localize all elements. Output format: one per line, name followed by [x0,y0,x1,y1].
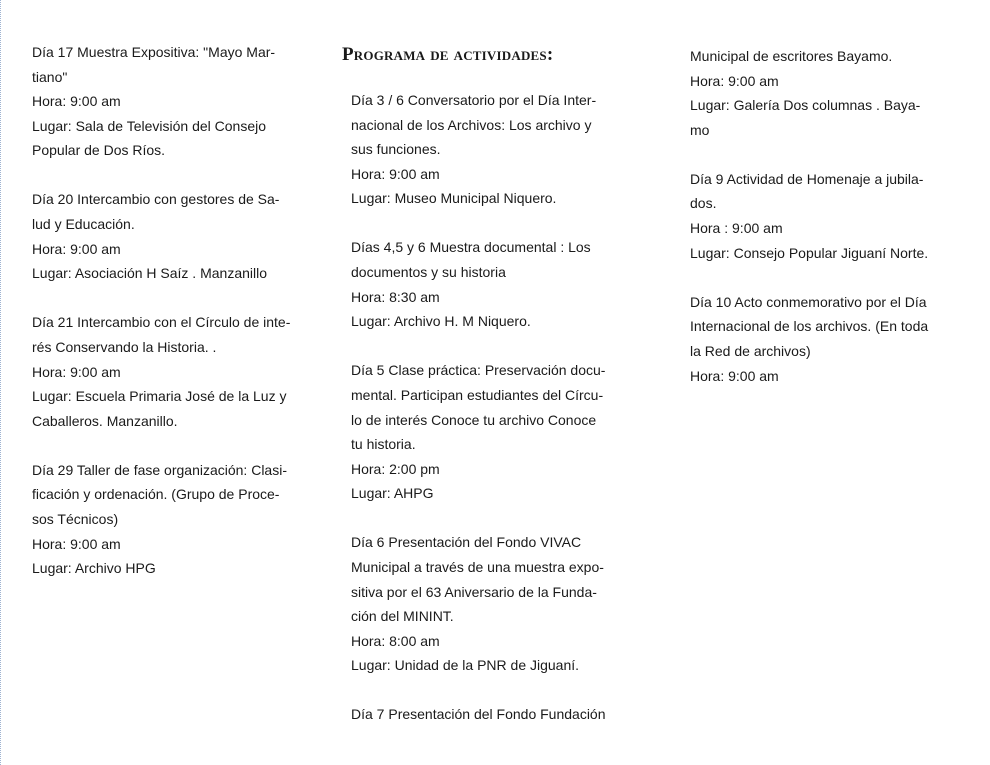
column-middle-blocks [342,88,632,727]
activity-block [32,458,317,581]
activity-line: Lugar: Asociación H Saíz . Manzanillo [32,265,268,282]
activity-line: Lugar: Sala de Televisión del Consejo [32,117,267,134]
activity-line: Internacional de los archivos. (En toda [690,318,929,335]
activity-line: sus funciones. [351,141,441,158]
activity-line: ción del MININT. [351,608,454,625]
activity-block [32,187,317,285]
activity-line: Días 4,5 y 6 Muestra documental : Los [351,239,591,256]
activity-line: documentos y su historia [351,264,506,281]
activity-line: Lugar: Archivo HPG [32,560,156,577]
activity-block [690,167,960,265]
activity-line: rés Conservando la Historia. . [32,338,217,355]
activity-line: dos. [690,195,717,212]
activity-line: Caballeros. Manzanillo. [32,412,178,429]
activity-line: Día 9 Actividad de Homenaje a jubila- [690,170,924,187]
activity-line: ficación y ordenación. (Grupo de Proce- [32,486,280,503]
activity-line: tu historia. [351,436,416,453]
activity-block [32,310,317,433]
activity-block [690,44,960,142]
activity-line: Hora: 9:00 am [32,363,121,380]
activity-line: Día 7 Presentación del Fondo Fundación [351,706,606,723]
activity-line: Día 5 Clase práctica: Preservación docu- [351,362,606,379]
activity-line: Día 17 Muestra Expositiva: "Mayo Mar- [32,44,276,60]
column-right [690,44,960,413]
activity-line: Día 3 / 6 Conversatorio por el Día Inter- [351,92,597,108]
activity-line: Hora: 9:00 am [32,535,121,552]
activity-line: Lugar: Escuela Primaria José de la Luz y [32,388,287,405]
activity-line: Hora: 9:00 am [690,72,779,89]
activity-line: sos Técnicos) [32,511,119,527]
activity-line: Día 20 Intercambio con gestores de Sa- [32,191,280,208]
activity-line: mo [690,121,710,138]
activity-line: Popular de Dos Ríos. [32,142,166,159]
activity-line: Municipal a través de una muestra expo- [351,559,604,575]
activity-block [351,88,632,211]
activity-line: Lugar: Galería Dos columnas . Baya- [690,97,921,114]
activity-line: Lugar: Unidad de la PNR de Jiguaní. [351,657,580,674]
column-middle [342,42,632,752]
activity-line: Hora: 9:00 am [32,240,121,257]
activity-line: Día 29 Taller de fase organización: Clasi- [32,461,287,478]
activity-line: Hora: 8:30 am [351,288,440,305]
activity-line: Lugar: Archivo H. M Niquero. [351,313,531,330]
activity-line: tiano" [32,68,68,85]
column-left [32,40,317,605]
activity-line: Día 21 Intercambio con el Círculo de inte- [32,314,291,331]
activity-block [351,530,632,678]
activity-block [351,235,632,333]
activity-line: Lugar: Museo Municipal Niquero. [351,190,557,207]
activity-line: Hora: 8:00 am [351,632,440,649]
activity-line: la Red de archivos) [690,342,811,359]
activity-line: nacional de los Archivos: Los archivo y [351,116,592,133]
activity-block [351,702,632,727]
activity-block [690,290,960,388]
activity-line: lo de interés Conoce tu archivo Conoce [351,411,597,428]
activity-line: lud y Educación. [32,216,135,233]
activity-line: Hora: 9:00 am [351,165,440,182]
activity-block [351,358,632,506]
activity-line: Lugar: AHPG [351,485,434,502]
activity-line: mental. Participan estudiantes del Círcu- [351,386,604,403]
activity-line: Municipal de escritores Bayamo. [690,48,893,64]
activity-line: Hora: 2:00 pm [351,460,440,477]
program-heading: Programa de actividades: [342,44,554,65]
activity-line: Lugar: Consejo Popular Jiguaní Norte. [690,244,929,261]
activity-line: Día 6 Presentación del Fondo VIVAC [351,534,582,551]
activity-block [32,40,317,163]
activity-line: Hora: 9:00 am [690,367,779,384]
activity-line: sitiva por el 63 Aniversario de la Funda- [351,583,597,600]
activity-line: Día 10 Acto conmemorativo por el Día [690,293,927,310]
page-margin-guide [0,0,3,765]
activity-line: Hora : 9:00 am [690,220,783,237]
activity-line: Hora: 9:00 am [32,93,121,110]
